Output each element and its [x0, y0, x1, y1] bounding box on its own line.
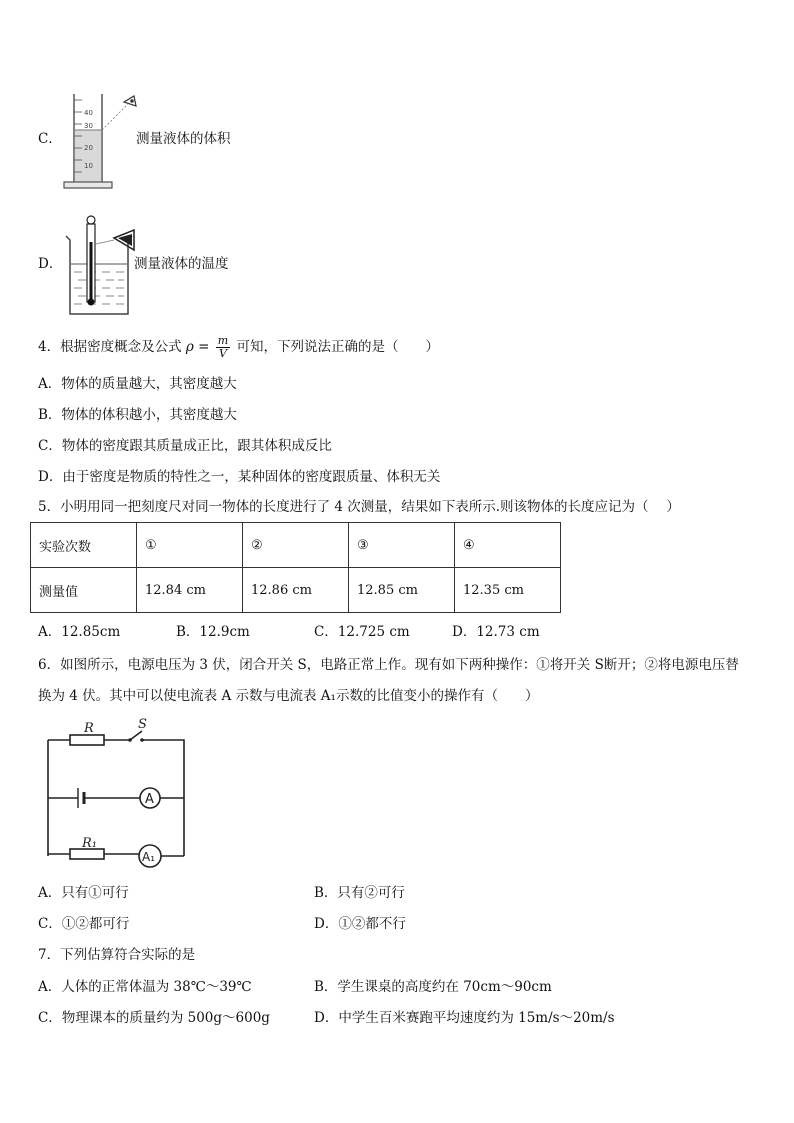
tick-label: 20: [84, 144, 93, 152]
equals-sign: =: [198, 339, 210, 355]
stem-before: 4．根据密度概念及公式: [38, 339, 182, 355]
table-cell: ①: [137, 523, 243, 568]
table-cell: ②: [243, 523, 349, 568]
q6-option-b: B．只有②可行: [314, 885, 405, 901]
rho-symbol: ρ: [185, 339, 194, 355]
question-5-stem: 5．小明用同一把刻度尺对同一物体的长度进行了 4 次测量，结果如下表所示.则该物体的长度应记为（ ）: [38, 499, 680, 515]
fraction-numerator: m: [217, 334, 229, 347]
table-cell: 测量值: [31, 568, 137, 613]
table-cell: 实验次数: [31, 523, 137, 568]
q6-option-c: C．①②都可行: [38, 916, 130, 932]
stem-after: 可知，下列说法正确的是（ ）: [236, 339, 439, 355]
question-6-stem-line-1: 6．如图所示，电源电压为 3 伏，闭合开关 S，电路正常上作。现有如下两种操作：①将开关 S断开；②将电源电压替: [38, 657, 739, 673]
q6-option-a: A．只有①可行: [38, 885, 129, 901]
q7-option-d: D．中学生百米赛跑平均速度约为 15m/s～20m/s: [314, 1010, 615, 1026]
eye-icon: [124, 96, 136, 106]
ammeter-a-label: A: [145, 792, 154, 807]
table-cell: 12.85 cm: [349, 568, 455, 613]
resistor-r1-label: R₁: [82, 836, 97, 851]
tick-label: 30: [84, 122, 93, 130]
q5-option-a: A．12.85cm: [38, 624, 121, 640]
switch-contact: [128, 738, 132, 742]
ammeter-a1-label: A₁: [142, 850, 156, 864]
q7-option-b: B．学生课桌的高度约在 70cm～90cm: [314, 979, 552, 995]
q5-option-d: D．12.73 cm: [452, 624, 540, 640]
resistor-r-label: R: [84, 721, 94, 736]
q5-option-c: C．12.725 cm: [314, 624, 410, 640]
switch-s-label: S: [138, 717, 147, 732]
tick-label: 40: [84, 109, 93, 117]
table-row: [31, 523, 561, 568]
q5-option-b: B．12.9cm: [176, 624, 250, 640]
q7-option-a: A．人体的正常体温为 38℃～39℃: [38, 979, 252, 995]
option-c-text: 测量液体的体积: [136, 131, 231, 147]
fraction-denominator: V: [218, 347, 227, 360]
density-fraction: [216, 335, 230, 360]
q4-option-d: D．由于密度是物质的特性之一，某种固体的密度跟质量、体积无关: [38, 469, 441, 485]
q4-option-a: A．物体的质量越大，其密度越大: [38, 376, 237, 392]
measurement-table: [30, 522, 561, 613]
option-d-text: 测量液体的温度: [134, 256, 229, 272]
table-cell: 12.86 cm: [243, 568, 349, 613]
question-7-stem: 7．下列估算符合实际的是: [38, 947, 196, 963]
eye-icon: [114, 230, 134, 250]
table-cell: ④: [455, 523, 561, 568]
tick-label: 10: [84, 162, 93, 170]
question-6-stem-line-2: 换为 4 伏。其中可以使电流表 A 示数与电流表 A₁示数的比值变小的操作有（ ）: [38, 688, 539, 704]
q6-option-d: D．①②都不行: [314, 916, 406, 932]
table-cell: 12.84 cm: [137, 568, 243, 613]
table-row: [31, 568, 561, 613]
switch-contact: [140, 738, 144, 742]
option-d-label: D．: [38, 256, 63, 272]
circuit-diagram: [42, 716, 192, 874]
table-cell: 12.35 cm: [455, 568, 561, 613]
question-4-stem: [38, 335, 439, 360]
q4-option-b: B．物体的体积越小，其密度越大: [38, 407, 237, 423]
q7-option-c: C．物理课本的质量约为 500g～600g: [38, 1010, 270, 1026]
table-cell: ③: [349, 523, 455, 568]
q4-option-c: C．物体的密度跟其质量成正比，跟其体积成反比: [38, 438, 332, 454]
option-c-label: C．: [38, 131, 62, 147]
